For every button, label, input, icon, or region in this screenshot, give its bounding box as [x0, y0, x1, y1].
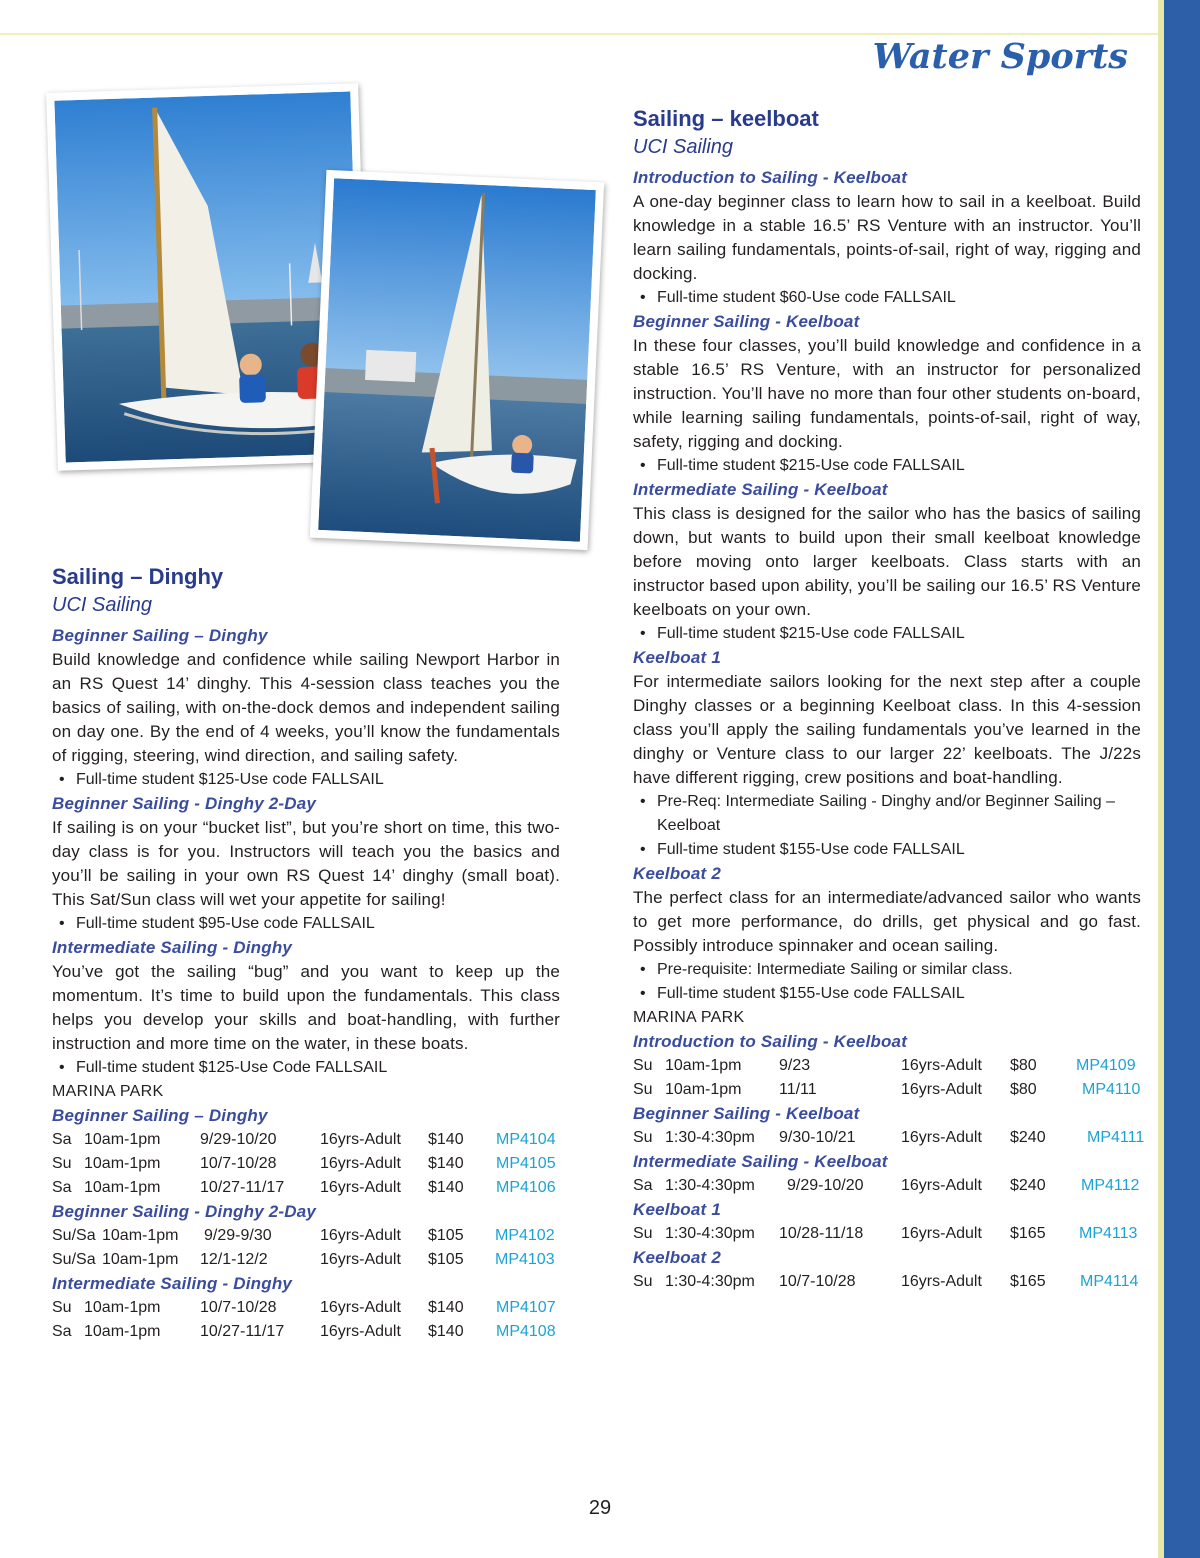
course-title: Intermediate Sailing - Dinghy [52, 938, 293, 957]
schedule-row: Su/Sa 10am-1pm 12/1-12/2 16yrs-Adult $105 MP4103 [52, 1248, 560, 1272]
course-code-link[interactable]: MP4109 [1076, 1057, 1136, 1074]
course-title: Keelboat 1 [633, 648, 721, 667]
schedule-title: Beginner Sailing – Dinghy [52, 1106, 268, 1125]
schedule-row: Su 10am-1pm 10/7-10/28 16yrs-Adult $140 MP4105 [52, 1152, 560, 1176]
course-description: Build knowledge and confidence while sailing Newport Harbor in an RS Quest 14’ dinghy. This 4-session class teaches you the basics of sailing, with on-the-dock demos and independent sailing on day one. By the end of 4 weeks, you’ll know the fundamentals of rigging, steering, wind direction, and sailing safety. [52, 650, 560, 765]
keelboat-title: Sailing – keelboat [633, 106, 819, 131]
schedule-row: Sa 1:30-4:30pm 9/29-10/20 16yrs-Adult $240 MP4112 [633, 1174, 1141, 1198]
schedule-row: Su 10am-1pm 10/7-10/28 16yrs-Adult $140 MP4107 [52, 1296, 560, 1320]
course-code-link[interactable]: MP4112 [1081, 1177, 1140, 1194]
course-title: Beginner Sailing – Dinghy [52, 626, 268, 645]
course-code-link[interactable]: MP4114 [1080, 1273, 1139, 1290]
course-description: If sailing is on your “bucket list”, but you’re short on time, this two-day class is for you. Instructors will teach you the basics and you’ll be sailing in your own RS Quest 14’ dinghy (small boat). This Sat/Sun class will wet your appetite for sailing! [52, 818, 560, 909]
course-code-link[interactable]: MP4108 [496, 1323, 556, 1340]
course-bullet: • Full-time student $155-Use code FALLSAIL [640, 985, 965, 1002]
schedule-title: Introduction to Sailing - Keelboat [633, 1032, 908, 1051]
course-bullet: • Full-time student $60-Use code FALLSAIL [640, 289, 956, 306]
course-bullet: • Full-time student $215-Use code FALLSAIL [640, 457, 965, 474]
schedule-title: Intermediate Sailing - Dinghy [52, 1274, 293, 1293]
course-title: Intermediate Sailing - Keelboat [633, 480, 888, 499]
schedule-row: Su 10am-1pm 11/11 16yrs-Adult $80 MP4110 [633, 1078, 1141, 1102]
course-code-link[interactable]: MP4107 [496, 1299, 556, 1316]
photo-child-sailboat [310, 170, 604, 550]
course-bullet: • Pre-requisite: Intermediate Sailing or similar class. [640, 961, 1013, 978]
side-color-band [1158, 0, 1200, 1558]
schedule-row: Sa 10am-1pm 10/27-11/17 16yrs-Adult $140 MP4108 [52, 1320, 560, 1344]
schedule-title: Keelboat 2 [633, 1248, 721, 1267]
course-description: You’ve got the sailing “bug” and you want to keep up the momentum. It’s time to build upon the fundamentals. This class helps you develop your skills and boat-handling, with further instruction and more time on the water, in these boats. [52, 962, 560, 1053]
schedule-title: Beginner Sailing - Dinghy 2-Day [52, 1202, 317, 1221]
schedule-row: Su/Sa 10am-1pm 9/29-9/30 16yrs-Adult $105 MP4102 [52, 1224, 560, 1248]
course-description: A one-day beginner class to learn how to sail in a keelboat. Build knowledge in a stable 16.5’ RS Venture with an instructor. You’ll learn sailing fundamentals, points-of-sail, right of way, rigging and docking. [633, 192, 1141, 283]
schedule-row: Sa 10am-1pm 10/27-11/17 16yrs-Adult $140 MP4106 [52, 1176, 560, 1200]
course-title: Beginner Sailing - Dinghy 2-Day [52, 794, 317, 813]
schedule-row: Sa 10am-1pm 9/29-10/20 16yrs-Adult $140 MP4104 [52, 1128, 560, 1152]
course-code-link[interactable]: MP4102 [495, 1227, 555, 1244]
schedule-title: Intermediate Sailing - Keelboat [633, 1152, 888, 1171]
venue-label: MARINA PARK [633, 1009, 745, 1026]
course-description: In these four classes, you’ll build knowledge and confidence in a stable 16.5’ RS Venture, with an instructor for personalized instruction. You’ll have no more than four other students on-board, while learning sailing fundamentals, points-of-sail, right of way, safety, rigging and docking. [633, 336, 1141, 451]
dinghy-provider: UCI Sailing [52, 594, 153, 616]
course-code-link[interactable]: MP4106 [496, 1179, 556, 1196]
schedule-title: Keelboat 1 [633, 1200, 721, 1219]
course-bullet: • Pre-Req: Intermediate Sailing - Dinghy and/or Beginner Sailing – Keelboat [640, 793, 1116, 834]
course-code-link[interactable]: MP4104 [496, 1131, 556, 1148]
course-code-link[interactable]: MP4110 [1082, 1081, 1141, 1098]
course-description: The perfect class for an intermediate/advanced sailor who wants to get more performance, do drills, get physical and go fast. Possibly introduce spinnaker and ocean sailing. [633, 888, 1141, 955]
section-title: Water Sports [872, 36, 1128, 77]
course-bullet: • Full-time student $155-Use code FALLSAIL [640, 841, 965, 858]
course-bullet: • Full-time student $125-Use Code FALLSAIL [59, 1059, 388, 1076]
course-bullet: • Full-time student $125-Use code FALLSAIL [59, 771, 384, 788]
page-number: 29 [588, 1497, 612, 1519]
top-rule [0, 33, 1160, 35]
schedule-row: Su 1:30-4:30pm 9/30-10/21 16yrs-Adult $240 MP4111 [633, 1126, 1141, 1150]
schedule-row: Su 1:30-4:30pm 10/7-10/28 16yrs-Adult $165 MP4114 [633, 1270, 1141, 1294]
course-code-link[interactable]: MP4103 [495, 1251, 555, 1268]
dinghy-column [52, 562, 560, 1344]
course-description: This class is designed for the sailor who has the basics of sailing down, but wants to build upon their small keelboat knowledge before moving onto larger keelboats. Class starts with an instructor based upon ability, you’ll be sailing our 16.5’ RS Venture keelboats on your own. [633, 504, 1141, 619]
venue-label: MARINA PARK [52, 1083, 164, 1100]
course-bullet: • Full-time student $95-Use code FALLSAIL [59, 915, 375, 932]
course-title: Keelboat 2 [633, 864, 721, 883]
course-title: Beginner Sailing - Keelboat [633, 312, 860, 331]
course-bullet: • Full-time student $215-Use code FALLSAIL [640, 625, 965, 642]
schedule-row: Su 1:30-4:30pm 10/28-11/18 16yrs-Adult $165 MP4113 [633, 1222, 1141, 1246]
course-code-link[interactable]: MP4113 [1079, 1225, 1138, 1242]
keelboat-column [633, 104, 1145, 1294]
keelboat-provider: UCI Sailing [633, 136, 734, 158]
course-description: For intermediate sailors looking for the next step after a couple Dinghy classes or a beginning Keelboat class. In this 4-session class you’ll apply the sailing fundamentals you’ve learned in the dinghy or Venture class to our larger 22’ keelboats. The J/22s have different rigging, crew positions and boat-handling. [633, 672, 1141, 787]
course-title: Introduction to Sailing - Keelboat [633, 168, 908, 187]
course-code-link[interactable]: MP4105 [496, 1155, 556, 1172]
dinghy-title: Sailing – Dinghy [52, 564, 224, 589]
course-code-link[interactable]: MP4111 [1087, 1129, 1145, 1146]
schedule-title: Beginner Sailing - Keelboat [633, 1104, 860, 1123]
schedule-row: Su 10am-1pm 9/23 16yrs-Adult $80 MP4109 [633, 1054, 1141, 1078]
